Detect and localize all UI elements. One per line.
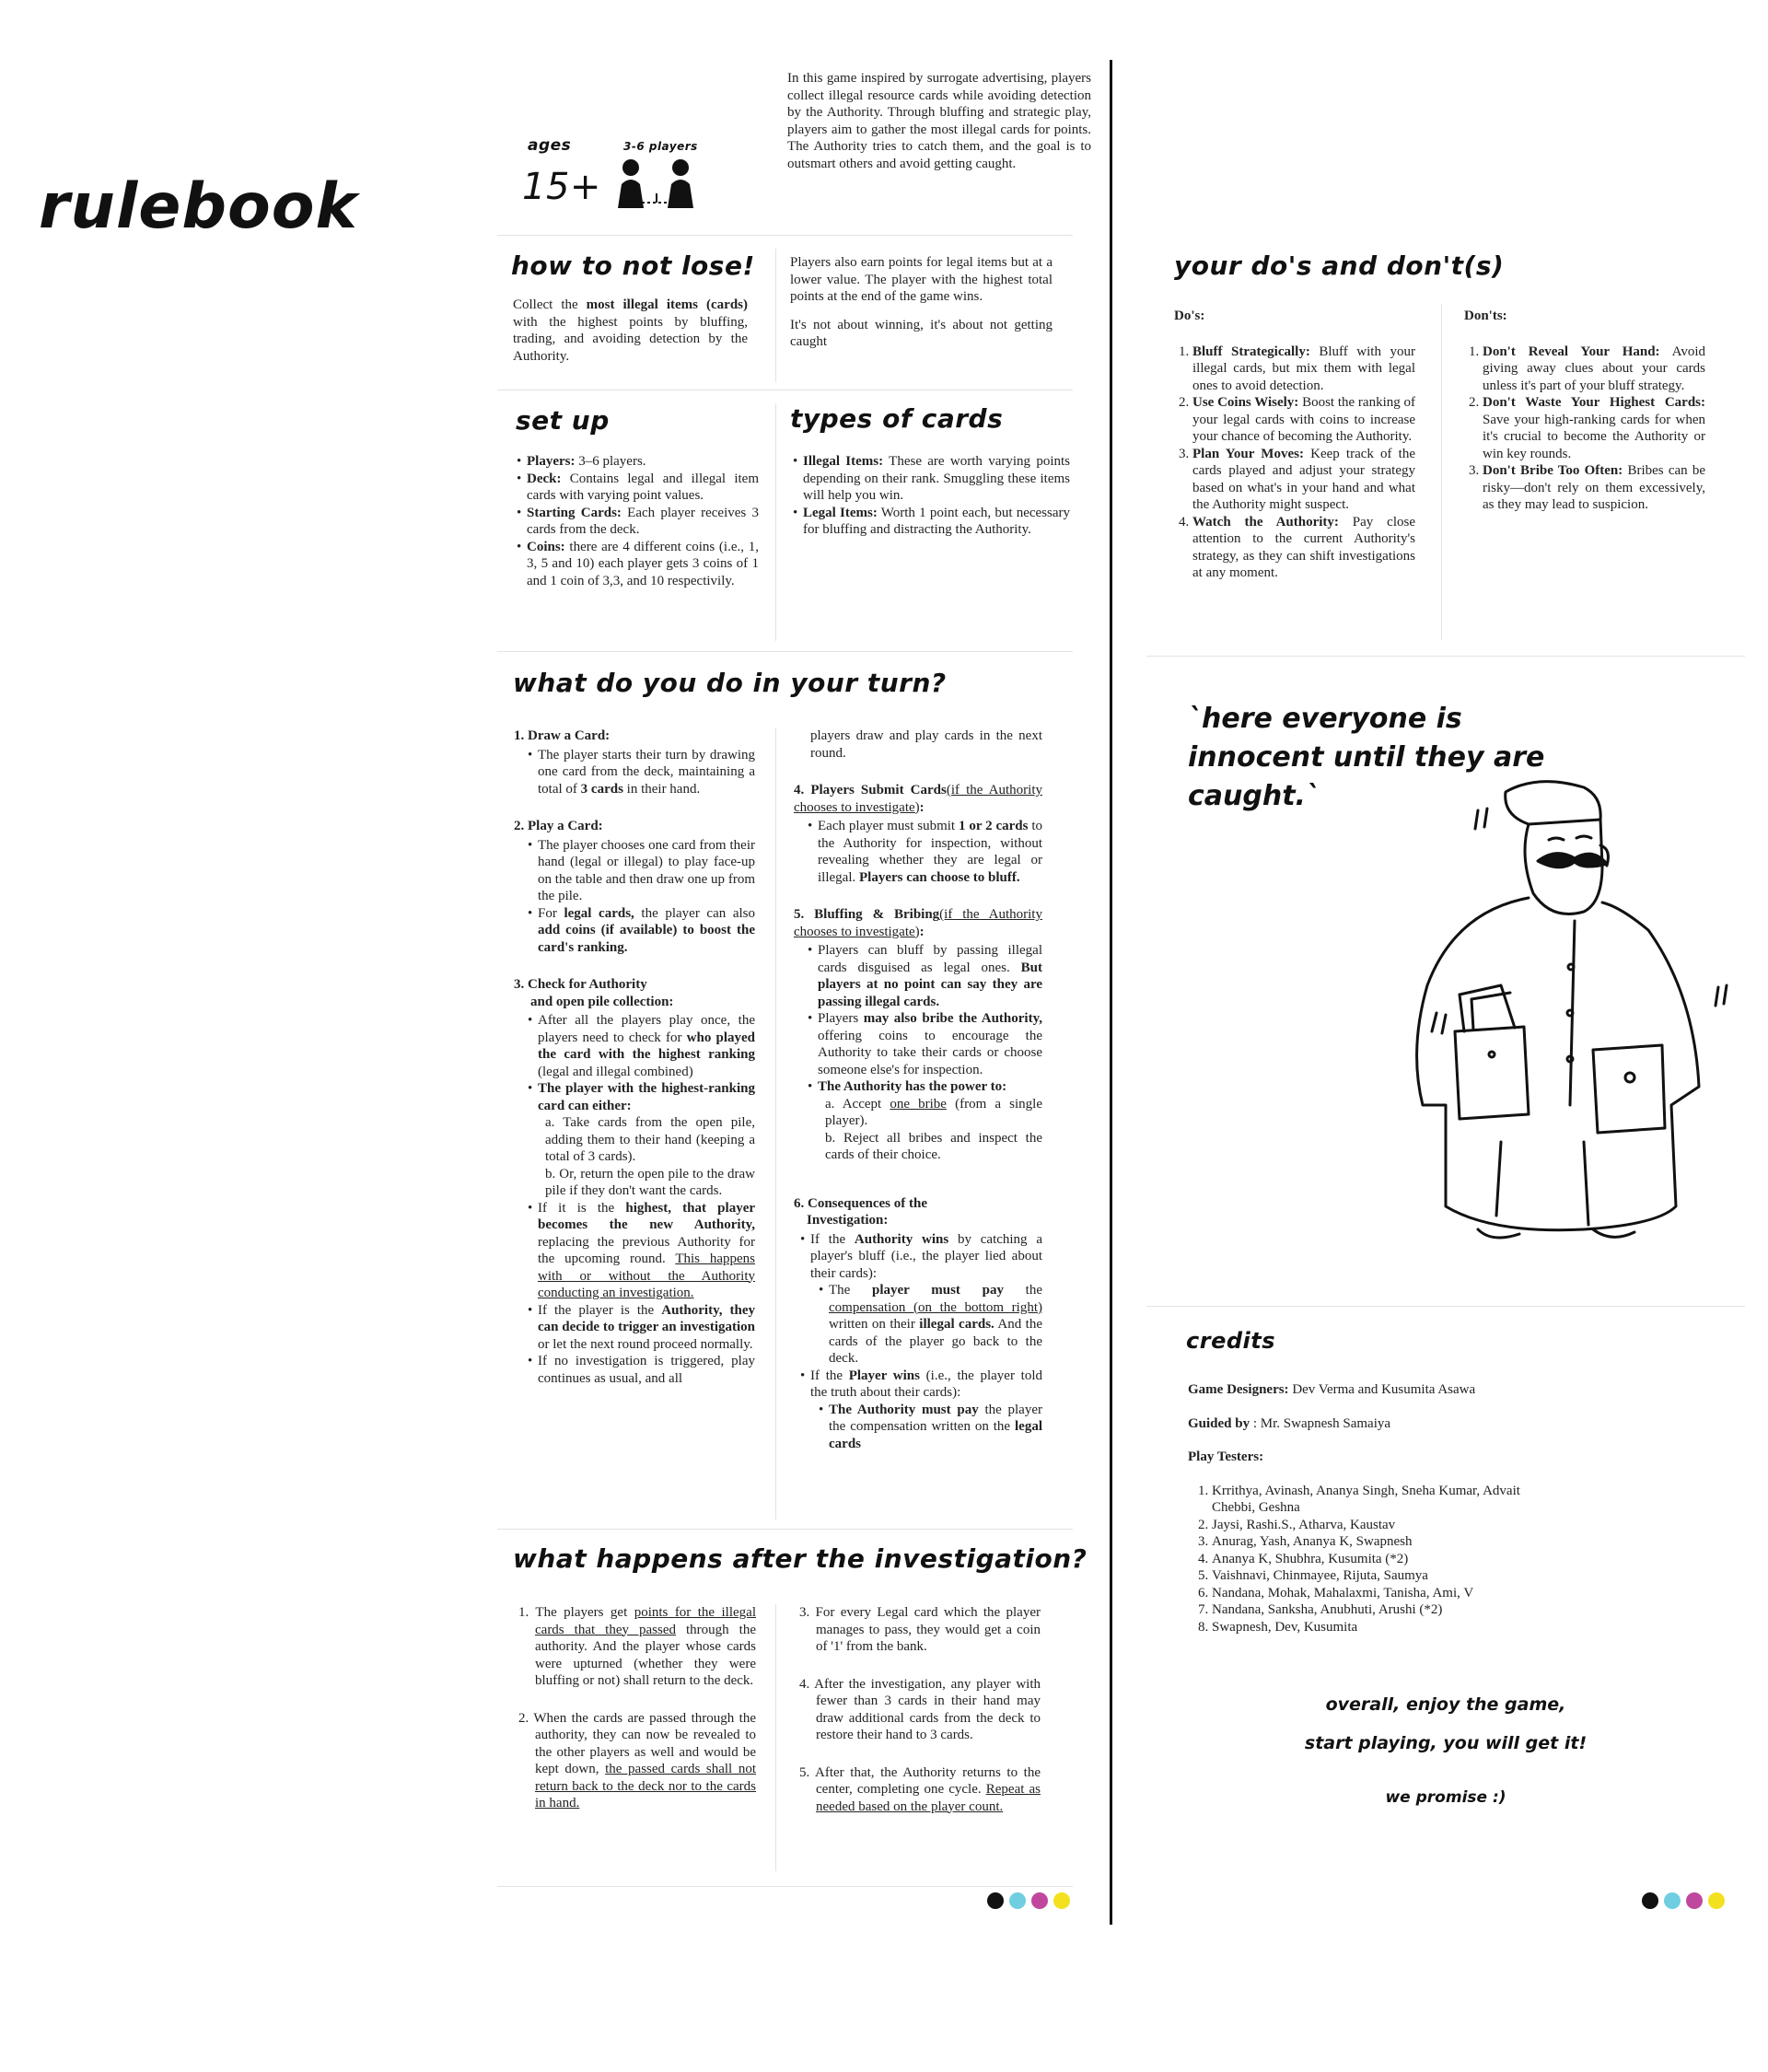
dot-magenta <box>1031 1892 1048 1909</box>
credits-heading: credits <box>1186 1328 1276 1354</box>
after-investigation-heading: what happens after the investigation? <box>513 1543 1088 1574</box>
list-item: • Players: 3–6 players. <box>527 453 759 471</box>
credits-body: Game Designers: Dev Verma and Kusumita Asawa Guided by : Mr. Swapnesh Samaiya Play Testers: 1. Krrithya, Avinash, Ananya Singh, Sneha Kumar, Advait Chebbi, Geshna 2. Jaysi, Rashi.S., Atharva, Kaustav 3. Anurag, Yash, Ananya K, Swapnesh 4. Ananya K, Shubhra, Kusumita (*2) 5. Vaishnavi, Chinmayee, Rijuta, Saumya 6. Nandana, Mohak, Mahalaxmi, Tanisha, Ami, V 7. Nandana, Sanksha, Anubhuti, Arushi (*2) 8. Swapnesh, Dev, Kusumita <box>1188 1381 1538 1635</box>
dot-black <box>1642 1892 1658 1909</box>
list-item: 5. Vaishnavi, Chinmayee, Rijuta, Saumya <box>1212 1567 1538 1585</box>
list-item: 4. Ananya K, Shubhra, Kusumita (*2) <box>1212 1551 1538 1568</box>
dot-black <box>987 1892 1004 1909</box>
after-column-left: 1. The players get points for the illegal cards that they passed through the authority. And the player whose cards were upturned (whether they were bluffing or not) shall return to the deck. 2. When the cards are passed through the authority, they can now be revealed to the other players as well and would be kept down, the passed cards shall not return back to the deck nor to the cards in hand. <box>518 1605 756 1810</box>
dot-cyan <box>1009 1892 1026 1909</box>
age-badge <box>520 136 704 219</box>
list-item: 3. Anurag, Yash, Ananya K, Swapnesh <box>1212 1533 1538 1551</box>
color-dots-left <box>987 1892 1070 1909</box>
turn-heading: what do you do in your turn? <box>513 668 947 698</box>
step-5-title: 5. Bluffing & Bribing(if the Authority chooses to investigate): <box>794 907 1042 939</box>
dos-column: Do's: 1. Bluff Strategically: Bluff with your illegal cards, but mix them with legal ones to avoid detection. 2. Use Coins Wisely: Boost the ranking of your legal cards with coins to increase your chance of becoming the Authority. 3. Plan Your Moves: Keep track of the cards played and adjust your strategy based on what's in your hand and what the Authority might suspect. 4. Watch the Authority: Pay close attention to the current Authority's strategy, as they can shift investigations at any moment. <box>1174 308 1415 582</box>
step-2-title: 2. Play a Card: <box>514 819 603 833</box>
turn-column-left: 1. Draw a Card: • The player starts their turn by drawing one card from the deck, maintaining a total of 3 cards in their hand. 2. Play a Card: • The player chooses one card from their hand (legal or illegal) to play face-up on the table and then draw one up from the pile. • For legal cards, the player can also add coins (if available) to boost the card's ranking. 3. Check for Authority and open pile collection: • After all the players play once, the players need to check for who played the card with the highest ranking (legal and illegal combined) • The player with the highest-ranking card can either: a. Take cards from the open pile, adding them to their hand (keeping a total of 3 cards). b. Or, return the open pile to the draw pile if they don't want the cards. • If it is the highest, that player becomes the new Authority, replacing the previous Authority for the upcoming round. This happens with or without the Authority conducting an investigation. • If the player is the Authority, they can decide to trigger an investigation or let the next round proceed normally. • If no investigation is triggered, play continues as usual, and all <box>514 728 755 1387</box>
closing-message: overall, enjoy the game, start playing, you will get it! we promise :) <box>1304 1694 1588 1807</box>
types-of-cards-list <box>790 453 1070 539</box>
turn-column-right: players draw and play cards in the next round. 4. Players Submit Cards(if the Authority chooses to investigate): • Each player must submit 1 or 2 cards to the Authority for inspection, without revealing whether they are legal or illegal. Players can choose to bluff. 5. Bluffing & Bribing(if the Authority chooses to investigate): • Players can bluff by passing illegal cards disguised as legal ones. But players at no point can say they are passing illegal cards. • Players may also bribe the Authority, offering coins to encourage the Authority to take their cards or choose someone else's for inspection. • The Authority has the power to: a. Accept one bribe (from a single player). b. Reject all bribes and inspect the cards of their choice. 6. Consequences of the Investigation: • If the Authority wins by catching a player's bluff (i.e., the player lied about their cards): • The player must pay the compensation (on the bottom right) written on their illegal cards. And the cards of the player go back to the deck. • If the Player wins (i.e., the player told the truth about their cards): • The Authority must pay the player the compensation written on the legal cards <box>794 728 1042 1452</box>
rulebook-logo: rulebook <box>39 170 358 243</box>
how-to-not-lose-heading: how to not lose! <box>511 250 755 281</box>
points-note: Players also earn points for legal items but at a lower value. The player with the highest total points at the end of the game wins. It's not about winning, it's about not getting caught <box>790 255 1053 349</box>
step-6-title: 6. Consequences of the Investigation: <box>794 1195 927 1228</box>
quote: `here everyone is innocent until they are caught.` <box>1188 703 1545 812</box>
dot-cyan <box>1664 1892 1681 1909</box>
step-4-title: 4. Players Submit Cards(if the Authority chooses to investigate): <box>794 783 1042 815</box>
list-item: 8. Swapnesh, Dev, Kusumita <box>1212 1619 1538 1636</box>
list-item: 7. Nandana, Sanksha, Anubhuti, Arushi (*2) <box>1212 1601 1538 1619</box>
list-item: • Starting Cards: Each player receives 3 cards from the deck. <box>527 505 759 539</box>
players-icon <box>614 157 699 212</box>
age-value: 15+ <box>522 166 601 208</box>
list-item: 2. Jaysi, Rashi.S., Atharva, Kaustav <box>1212 1517 1538 1534</box>
set-up-heading: set up <box>516 405 610 436</box>
intro-text: In this game inspired by surrogate advertising, players collect illegal resource cards while avoiding detection by the Authority. Through bluffing and strategic play, players aim to gather the most illegal cards for points. The Authority tries to catch them, and the goal is to outsmart others and avoid getting caught. <box>787 71 1091 171</box>
how-to-not-lose-text: Collect the most illegal items (cards) with the highest points by bluffing, trading, and avoiding detection by the Authority. <box>513 297 748 364</box>
donts-column: Don'ts: 1. Don't Reveal Your Hand: Avoid giving away clues about your cards unless it's part of your bluff strategy. 2. Don't Waste Your Highest Cards: Save your high-ranking cards for when it's crucial to become the Authority or win key rounds. 3. Don't Bribe Too Often: Bribes can be risky—don't rely on them excessively, as they may lead to suspicion. <box>1464 308 1705 514</box>
list-item: • Legal Items: Worth 1 point each, but necessary for bluffing and distracting the Authority. <box>803 505 1070 539</box>
dos-donts-heading: your do's and don't(s) <box>1174 250 1505 281</box>
dot-magenta <box>1686 1892 1703 1909</box>
list-item: 6. Nandana, Mohak, Mahalaxmi, Tanisha, Ami, V <box>1212 1585 1538 1602</box>
step-3-title: 3. Check for Authority and open pile collection: <box>514 977 674 1009</box>
types-of-cards-heading: types of cards <box>790 403 1004 434</box>
list-item: • Illegal Items: These are worth varying points depending on their rank. Smuggling these items will help you win. <box>803 453 1070 505</box>
dot-yellow <box>1053 1892 1070 1909</box>
list-item: 1. Krrithya, Avinash, Ananya Singh, Sneha Kumar, Advait Chebbi, Geshna <box>1212 1483 1538 1517</box>
step-1-title: 1. Draw a Card: <box>514 728 611 743</box>
ages-label: ages <box>528 136 572 155</box>
list-item: • Coins: there are 4 different coins (i.e., 1, 3, 5 and 10) each player gets 3 coins of 1 and 1 coin of 3,3, and 10 respectivily. <box>527 539 759 590</box>
authority-illustration <box>1308 774 1731 1271</box>
players-label: 3-6 players <box>623 140 698 153</box>
after-column-right: 3. For every Legal card which the player manages to pass, they would get a coin of '1' from the bank. 4. After the investigation, any player with fewer than 3 cards in their hand may draw additional cards from the deck to restore their hand to 3 cards. 5. After that, the Authority returns to the center, completing one cycle. Repeat as needed based on the player count. <box>799 1605 1041 1814</box>
dot-yellow <box>1708 1892 1725 1909</box>
set-up-list <box>514 453 759 589</box>
list-item: • Deck: Contains legal and illegal item cards with varying point values. <box>527 471 759 505</box>
color-dots-right <box>1642 1892 1725 1909</box>
center-divider <box>1110 60 1112 1925</box>
